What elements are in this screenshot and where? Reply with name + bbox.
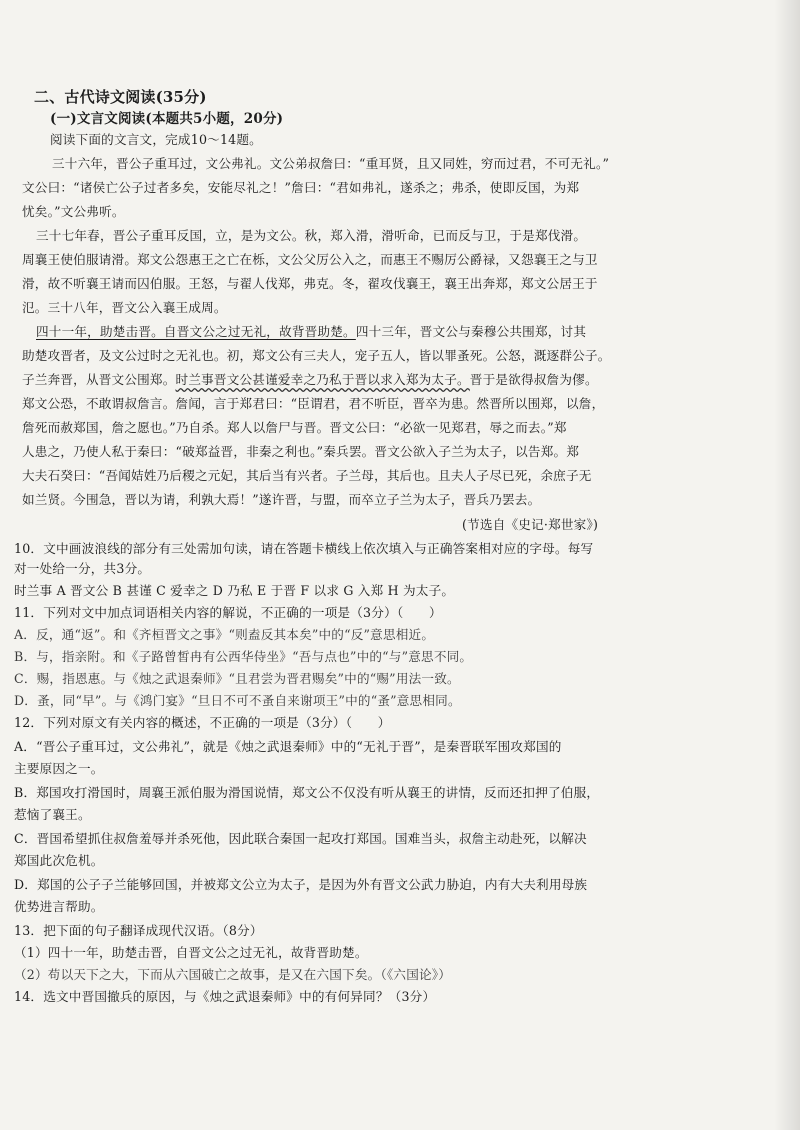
- question-11-option-b: B．与，指亲附。和《子路曾皙冉有公西华侍坐》“吾与点也”中的“与”意思不同。: [14, 649, 473, 664]
- question-11-option-d: D．蚤，同“早”。与《鸿门宴》“旦日不可不蚤自来谢项王”中的“蚤”意思相同。: [14, 693, 461, 708]
- passage-p1-line3: 忧矣。”文公弗听。: [22, 204, 125, 219]
- passage-p2-line4: 氾。三十八年，晋文公入襄王成周。: [22, 300, 227, 315]
- question-13-stem: 13．把下面的句子翻译成现代汉语。（8分）: [14, 923, 263, 938]
- passage-p3-line2: 助楚攻晋者，及文公过时之无礼也。初，郑文公有三夫人，宠子五人，皆以罪蚤死。公怒，溉逐群公子。: [22, 348, 611, 363]
- passage-p3-line1-rest: 四十三年，晋文公与秦穆公共围郑，讨其: [355, 324, 587, 339]
- passage-p2-line3: 滑，故不听襄王请而囚伯服。王怒，与翟人伐郑，弗克。冬，翟攻伐襄王，襄王出奔郑，郑文公居王于: [22, 276, 598, 291]
- section-title: 二、古代诗文阅读(35分): [34, 88, 207, 106]
- passage-p3-line8: 如兰贤。今围急，晋以为请，利孰大焉！”遂许晋，与盟，而卒立子兰为太子，晋兵乃罢去。: [22, 492, 541, 507]
- question-12-option-c-line2: 郑国此次危机。: [14, 853, 104, 868]
- question-12-option-a-line1: A．“晋公子重耳过，文公弗礼”，就是《烛之武退秦师》中的“无礼于晋”，是秦晋联军围攻郑国的: [14, 739, 562, 754]
- passage-p3-line6: 人患之，乃使人私于秦曰：“破郑益晋，非秦之利也。”秦兵罢。晋文公欲入子兰为太子，以告郑。郑: [22, 444, 580, 459]
- passage-p2-line1: 三十七年春，晋公子重耳反国，立，是为文公。秋，郑入滑，滑听命，已而反与卫，于是郑伐滑。: [36, 228, 587, 243]
- question-12-option-c-line1: C．晋国希望抓住叔詹羞辱并杀死他，因此联合秦国一起攻打郑国。国难当头，叔詹主动赴死，以解决: [14, 831, 587, 846]
- question-13-sentence-2: （2）苟以天下之大，下而从六国破亡之故事，是又在六国下矣。（《六国论》）: [14, 967, 452, 982]
- section-subtitle: (一)文言文阅读(本题共5小题，20分): [50, 111, 284, 127]
- question-12-option-a-line2: 主要原因之一。: [14, 761, 104, 776]
- question-11-option-a: A．反，通“返”。和《齐桓晋文之事》“则盍反其本矣”中的“反”意思相近。: [14, 627, 435, 642]
- passage-p3-line7: 大夫石癸曰：“吾闻姞姓乃后稷之元妃，其后当有兴者。子兰母，其后也。且夫人子尽已死，余庶子无: [22, 468, 592, 483]
- question-10-stem: 10．文中画波浪线的部分有三处需加句读，请在答题卡横线上依次填入与正确答案相对应的字母。每写: [14, 541, 594, 556]
- question-12-stem: 12．下列对原文有关内容的概述，不正确的一项是（3分）（ ）: [14, 715, 391, 730]
- question-12-option-b-line2: 惹恼了襄王。: [14, 807, 91, 822]
- scan-edge-shadow: [774, 0, 800, 1130]
- wavy-underlined-sentence: 时兰事晋文公甚谨爱幸之乃私于晋以求入郑为太子。: [175, 372, 470, 387]
- question-11-option-c: C．赐，指恩惠。与《烛之武退秦师》“且君尝为晋君赐矣”中的“赐”用法一致。: [14, 671, 460, 686]
- question-14-stem: 14．选文中晋国撤兵的原因，与《烛之武退秦师》中的有何异同？（3分）: [14, 989, 436, 1004]
- question-13-sentence-1: （1）四十一年，助楚击晋，自晋文公之过无礼，故背晋助楚。: [14, 945, 368, 960]
- passage-p1-line1: 三十六年，晋公子重耳过，文公弗礼。文公弟叔詹曰：“重耳贤，且又同姓，穷而过君，不可无礼。”: [52, 156, 610, 171]
- section-instruction: 阅读下面的文言文，完成10～14题。: [50, 132, 262, 147]
- passage-p3-line3: [22, 371, 598, 389]
- question-12-option-d-line2: 优势进言帮助。: [14, 899, 104, 914]
- underlined-sentence: 四十一年，助楚击晋。自晋文公之过无礼，故背晋助楚。: [36, 324, 356, 339]
- passage-p2-line2: 周襄王使伯服请滑。郑文公怨惠王之亡在栎，文公父厉公入之，而惠王不赐厉公爵禄，又怨襄王之与卫: [22, 252, 598, 267]
- question-12-option-b-line1: B．郑国攻打滑国时，周襄王派伯服为滑国说情，郑文公不仅没有听从襄王的讲情，反而还扣押了伯服，: [14, 785, 600, 800]
- question-12-option-d-line1: D．郑国的公子子兰能够回国，并被郑文公立为太子，是因为外有晋文公武力胁迫，内有大夫利用母族: [14, 877, 588, 892]
- passage-p3-line3-pre: 子兰奔晋，从晋文公围郑。: [22, 372, 176, 387]
- passage-p3-line3-post: 晋于是欲得叔詹为僇。: [469, 372, 598, 387]
- passage-p3-line4: 郑文公恐，不敢谓叔詹言。詹闻，言于郑君曰：“臣谓君，君不听臣，晋卒为患。然晋所以围郑，以詹，: [22, 396, 605, 411]
- passage-source: (节选自《史记·郑世家》): [462, 517, 599, 532]
- question-11-stem: 11．下列对文中加点词语相关内容的解说，不正确的一项是（3分）（ ）: [14, 605, 442, 620]
- question-10-stem-cont: 对一处给一分，共3分。: [14, 561, 151, 576]
- question-10-sentence: 时兰事 A 晋文公 B 甚谨 C 爱幸之 D 乃私 E 于晋 F 以求 G 入郑 H 为太子。: [14, 583, 455, 598]
- passage-p3-line5: 詹死而赦郑国，詹之愿也。”乃自杀。郑人以詹尸与晋。晋文公曰：“必欲一见郑君，辱之而去。”郑: [22, 420, 567, 435]
- passage-p1-line2: 文公曰：“诸侯亡公子过者多矣，安能尽礼之！”詹曰：“君如弗礼，遂杀之；弗杀，使即反国，为郑: [22, 180, 580, 195]
- passage-p3-line1: [36, 323, 586, 341]
